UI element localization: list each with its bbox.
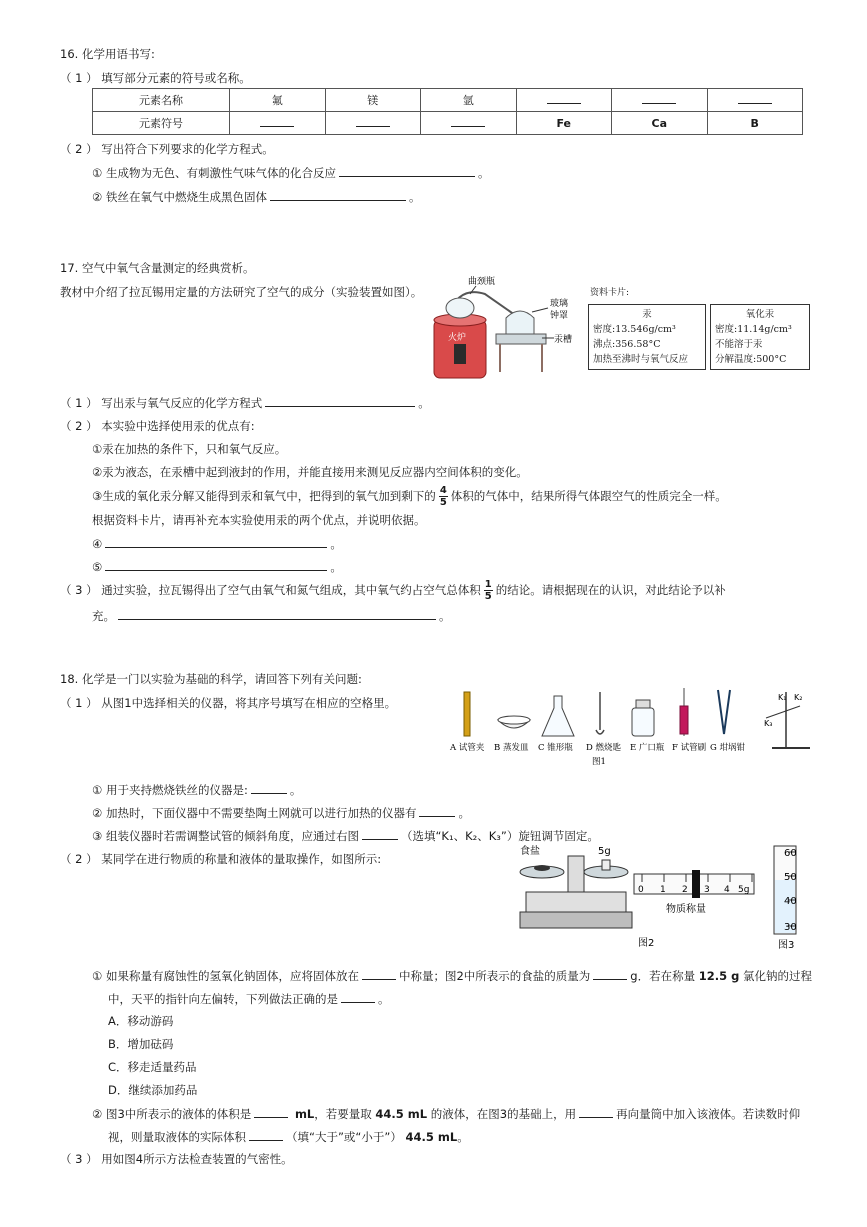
q18-item3-text-b: （选填“K₁、K₂、K₃”）旋钮调节固定。 (400, 829, 599, 843)
info-card-title: 资料卡片: (590, 288, 630, 298)
instrument-label: B 蒸发皿 (494, 743, 529, 753)
label-bell-jar-1: 玻璃 (550, 299, 569, 309)
q16-part2: （ 2 ） 写出符合下列要求的化学方程式。 (60, 142, 274, 156)
element-table (92, 88, 803, 135)
option-a[interactable]: A．移动游码 (108, 1014, 174, 1028)
knob-k2: K₂ (794, 693, 803, 702)
cylinder-tick: 40 (784, 896, 797, 907)
q17-part1-text: （ 1 ） 写出汞与氧气反应的化学方程式 (60, 396, 263, 410)
label-weight: 5g (598, 846, 611, 857)
instrument-label: F 试管刷 (672, 743, 707, 753)
item-number: ④ (92, 537, 103, 551)
ruler-tick: 1 (660, 885, 666, 895)
answer-blank[interactable] (419, 804, 455, 817)
q16-title: 16. 化学用语书写: (60, 47, 155, 61)
q16-part1: （ 1 ） 填写部分元素的符号或名称。 (60, 71, 251, 85)
volume-value: 44.5 mL (375, 1107, 428, 1121)
answer-blank[interactable] (230, 112, 326, 135)
card-line: 分解温度:500°C (715, 354, 787, 365)
q17-instruction: 根据资料卡片，请再补充本实验使用汞的两个优点，并说明依据。 (92, 513, 426, 527)
q16-item1-text: ① 生成物为无色、有刺激性气味气体的化合反应 (92, 166, 336, 180)
item-number: ⑤ (92, 560, 103, 574)
cylinder-tick: 50 (784, 872, 797, 883)
furnace-label: 火炉 (448, 333, 467, 343)
q18-item2-text: ② 加热时，下面仪器中不需要垫陶土网就可以进行加热的仪器有 (92, 806, 417, 820)
q18-sub1-cont (108, 990, 390, 1007)
instrument-label: D 燃烧匙 (586, 743, 622, 753)
cylinder-tick: 30 (784, 922, 797, 933)
graduated-cylinder-figure (772, 842, 822, 954)
element-name-cell: 镁 (325, 89, 421, 112)
ruler-tick: 4 (724, 885, 730, 895)
figure-caption: 图2 (638, 938, 655, 949)
element-symbol-cell: Ca (612, 112, 708, 135)
element-name-cell: 氩 (421, 89, 517, 112)
q18-part2: （ 2 ） 某同学在进行物质的称量和液体的量取操作，如图所示: (60, 852, 382, 866)
knob-k1: K₁ (778, 693, 787, 702)
label-mercury-trough: 汞槽 (554, 335, 573, 345)
option-c[interactable]: C．移走适量药品 (108, 1060, 197, 1074)
q18-item1-text: ① 用于夹持燃烧铁丝的仪器是: (92, 783, 248, 797)
q18-sub2-text: 的液体，在图3的基础上，用 (430, 1107, 577, 1121)
card-line: 沸点:356.58°C (593, 339, 661, 350)
q18-item2 (92, 804, 470, 821)
q18-sub2-text: 再向量筒中加入该液体。若读数时仰 (616, 1107, 801, 1121)
element-name-cell: 氟 (230, 89, 326, 112)
q17-part1 (60, 394, 430, 411)
q16-item2-text: ② 铁丝在氧气中燃烧生成黑色固体 (92, 190, 267, 204)
answer-blank[interactable] (362, 827, 398, 840)
q18-sub1-text: g．若在称量 (630, 969, 696, 983)
answer-blank[interactable] (707, 89, 803, 112)
card-title: 氧化汞 (745, 309, 775, 320)
instrument-label: G 坩埚钳 (710, 743, 745, 753)
balance-figure (512, 842, 762, 954)
q18-title: 18. 化学是一门以实验为基础的科学，请回答下列有关问题: (60, 672, 362, 686)
instrument-label: C 锥形瓶 (538, 743, 573, 753)
period: 。 (330, 537, 342, 551)
q18-sub2-text: ，若要量取 (314, 1107, 372, 1121)
answer-blank[interactable] (593, 967, 627, 980)
q18-sub1-text: 氯化钠的过程 (743, 969, 813, 983)
answer-blank[interactable] (516, 89, 612, 112)
q17-advantage3 (92, 485, 727, 508)
figure-caption: 图3 (778, 940, 795, 951)
q16-item1 (92, 164, 489, 181)
fraction-1-5: $\frac{1}{5}$ (484, 579, 492, 602)
lavoisier-apparatus-figure (430, 272, 580, 382)
q17-part3-text-b: 的结论。请根据现在的认识，对此结论予以补 (495, 583, 726, 597)
period: 。 (418, 396, 430, 410)
row-header-symbol: 元素符号 (93, 112, 230, 135)
answer-blank[interactable] (362, 967, 396, 980)
answer-blank[interactable] (579, 1105, 613, 1118)
answer-blank[interactable] (118, 607, 436, 620)
figure-caption: 图1 (592, 757, 606, 767)
label-retort: 曲颈瓶 (468, 277, 496, 287)
q17-adv3-text-b: 体积的气体中，结果所得气体跟空气的性质完全一样。 (450, 489, 727, 503)
q18-sub1-text: ① 如果称量有腐蚀性的氢氧化钠固体，应将固体放在 (92, 969, 359, 983)
instrument-label: A 试管夹 (450, 743, 485, 753)
mass-value: 12.5 g (698, 969, 740, 983)
q18-sub1 (92, 967, 812, 984)
q17-part3-cont (92, 607, 451, 624)
answer-blank[interactable] (105, 535, 327, 548)
table-row (93, 89, 803, 112)
card-line: 不能溶于汞 (715, 339, 763, 350)
answer-blank[interactable] (325, 112, 421, 135)
label-weighing: 物质称量 (666, 904, 706, 915)
q18-sub1-text: 中，天平的指针向左偏转，下列做法正确的是 (108, 992, 338, 1006)
card-title: 汞 (642, 309, 652, 320)
q18-sub2-cont (108, 1128, 469, 1145)
q18-part1: （ 1 ） 从图1中选择相关的仪器，将其序号填写在相应的空格里。 (60, 696, 397, 710)
q18-item1 (92, 781, 301, 798)
fraction-4-5: $\frac{4}{5}$ (439, 485, 447, 508)
q18-sub2 (92, 1105, 800, 1122)
q18-sub2-text: （填“大于”或“小于”） (286, 1130, 402, 1144)
knob-k3: K₃ (764, 719, 773, 728)
instrument-label: E 广口瓶 (630, 743, 665, 753)
label-salt: 食盐 (520, 846, 540, 857)
answer-blank[interactable] (249, 1128, 283, 1141)
ruler-tick: 5g (738, 885, 750, 895)
q17-advantage1: ①汞在加热的条件下，只和氧气反应。 (92, 442, 287, 456)
q17-part3 (60, 579, 726, 602)
answer-blank[interactable] (265, 394, 415, 407)
q17-part2: （ 2 ） 本实验中选择使用汞的优点有: (60, 419, 255, 433)
unit: mL (294, 1107, 315, 1121)
period: 。 (289, 783, 302, 797)
q17-title: 17. 空气中氧气含量测定的经典赏析。 (60, 261, 255, 275)
card-line: 加热至沸时与氧气反应 (593, 354, 689, 365)
element-symbol-cell: Fe (516, 112, 612, 135)
table-row (93, 112, 803, 135)
card-line: 密度:11.14g/cm³ (715, 324, 792, 335)
period: 。 (458, 806, 470, 820)
q17-part3-text-c: 充。 (92, 609, 115, 623)
answer-blank[interactable] (251, 781, 287, 794)
ruler-tick: 0 (638, 885, 644, 895)
period: 。 (378, 992, 390, 1006)
info-card-mercury (588, 304, 706, 370)
q18-sub2-text: 视，则量取液体的实际体积 (108, 1130, 246, 1144)
answer-blank[interactable] (254, 1105, 288, 1118)
answer-blank[interactable] (105, 558, 327, 571)
period: 。 (457, 1130, 469, 1144)
q17-blank5 (92, 558, 342, 575)
q17-advantage2: ②汞为液态，在汞槽中起到液封的作用，并能直接用来测见反应器内空间体积的变化。 (92, 465, 528, 479)
q17-part3-text-a: （ 3 ） 通过实验，拉瓦锡得出了空气由氧气和氮气组成，其中氧气约占空气总体积 (60, 583, 481, 597)
q18-sub2-text: ② 图3中所表示的液体的体积是 (92, 1107, 252, 1121)
answer-blank[interactable] (341, 990, 375, 1003)
element-symbol-cell: B (707, 112, 803, 135)
q18-part3: （ 3 ） 用如图4所示方法检查装置的气密性。 (60, 1152, 293, 1166)
answer-blank[interactable] (612, 89, 708, 112)
period: 。 (439, 609, 451, 623)
info-card-mercury-oxide (710, 304, 810, 370)
period: 。 (477, 166, 490, 180)
period: 。 (408, 190, 421, 204)
q16-item2 (92, 188, 420, 205)
answer-blank[interactable] (421, 112, 517, 135)
card-line: 密度:13.546g/cm³ (593, 324, 676, 335)
label-bell-jar-2: 钟罩 (550, 311, 569, 321)
row-header-name: 元素名称 (93, 89, 230, 112)
q17-adv3-text-a: ③生成的氧化汞分解又能得到汞和氧气中，把得到的氧气加到剩下的 (92, 489, 436, 503)
answer-blank[interactable] (339, 164, 475, 177)
instruments-figure (448, 686, 818, 770)
ruler-tick: 2 (682, 885, 688, 895)
q17-blank4 (92, 535, 342, 552)
volume-value: 44.5 mL (405, 1130, 458, 1144)
option-d[interactable]: D．继续添加药品 (108, 1083, 198, 1097)
option-b[interactable]: B．增加砝码 (108, 1037, 174, 1051)
q17-intro: 教材中介绍了拉瓦锡用定量的方法研究了空气的成分（实验装置如图）。 (60, 285, 423, 299)
cylinder-tick: 60 (784, 848, 797, 859)
ruler-tick: 3 (704, 885, 710, 895)
period: 。 (330, 560, 342, 574)
q18-item3-text-a: ③ 组装仪器时若需调整试管的倾斜角度，应通过右图 (92, 829, 359, 843)
q18-sub1-text: 中称量；图2中所表示的食盐的质量为 (398, 969, 591, 983)
answer-blank[interactable] (270, 188, 406, 201)
